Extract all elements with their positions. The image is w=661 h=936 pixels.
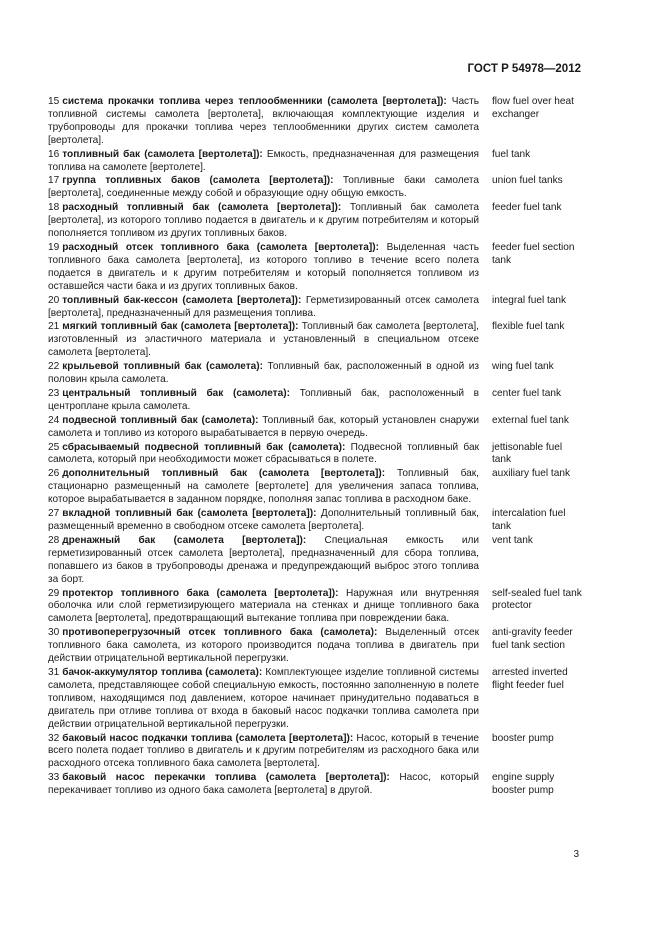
term-text: Насос, который в течение всего полета подает топливо в двигатель и к другим потребителям из расходного бака или расходного отсека топливного бака самолета [вертолета]. — [48, 732, 479, 770]
term-definition-ru — [48, 627, 479, 666]
term-definition-ru — [48, 508, 479, 534]
term-text: Топливный бак самолета [вертолета], из которого топливо подается в двигатель и к другим потребителям и который пополняется топливом из других топливных баков. — [48, 202, 479, 240]
term-english-equivalent: external fuel tank — [492, 414, 569, 426]
term-english-equivalent: feeder fuel section tank — [492, 241, 575, 266]
term-definition-ru — [48, 588, 479, 627]
term-english-equivalent: engine supply booster pump — [492, 772, 555, 797]
term-name: противоперегрузочный отсек топливного бака (самолета): — [62, 627, 378, 639]
term-definition-ru — [48, 202, 479, 241]
term-entry — [48, 733, 584, 772]
term-text: Топливный бак, который установлен снаружи самолета и топливо из которого вырабатывается в первую очередь. — [48, 414, 479, 439]
term-entry — [48, 361, 584, 387]
term-entry — [48, 96, 584, 148]
term-english-equivalent: anti-gravity feeder fuel tank section — [492, 627, 573, 652]
term-english-equivalent: arrested inverted flight feeder fuel — [492, 666, 568, 691]
term-english-equivalent: feeder fuel tank — [492, 202, 562, 214]
term-text: Емкость, предназначенная для размещения топлива на самолете [вертолете]. — [48, 148, 479, 173]
term-number: 22 — [48, 361, 60, 373]
term-definition-ru — [48, 772, 479, 798]
term-entry — [48, 627, 584, 666]
term-number: 26 — [48, 468, 60, 480]
term-name: протектор топливного бака (самолета [вертолета]): — [62, 587, 339, 599]
term-entry — [48, 442, 584, 468]
term-english-equivalent: wing fuel tank — [492, 361, 554, 373]
term-text: Выделенная часть топливного бака самолета [вертолета], из которого топливо в течение всего полета подается в двигатель и к другим потребителям и который пополняется топливом из оставшейся части бака и из других топливных баков. — [48, 241, 479, 292]
term-definition-ru — [48, 96, 479, 148]
term-number: 23 — [48, 387, 60, 399]
term-name: топливный бак (самолета [вертолета]): — [62, 148, 263, 160]
term-definition-ru — [48, 242, 479, 294]
term-name: центральный топливный бак (самолета): — [62, 387, 290, 399]
term-definition-ru — [48, 535, 479, 587]
term-name: расходный отсек топливного бака (самолета [вертолета]): — [62, 241, 379, 253]
term-number: 24 — [48, 414, 60, 426]
term-entry — [48, 175, 584, 201]
term-text: Топливные баки самолета [вертолета], соединенные между собой и образующие одну общую емкость. — [48, 175, 480, 200]
term-definition-ru — [48, 733, 479, 772]
term-name: подвесной топливный бак (самолета): — [62, 414, 259, 426]
term-definition-ru — [48, 321, 479, 360]
term-name: бачок-аккумулятор топлива (самолета): — [62, 666, 263, 678]
term-text: Дополнительный топливный бак, размещенный временно в свободном отсеке самолета [вертолета]. — [48, 508, 479, 532]
term-english-equivalent: fuel tank — [492, 148, 531, 160]
term-name: система прокачки топлива через теплообменники (самолета [вертолета]): — [62, 96, 447, 107]
term-number: 25 — [48, 441, 60, 453]
term-text: Топливный бак самолета [вертолета], изготовленный из эластичного материала и установленный в специальном отсеке самолета [вертолета]. — [48, 321, 479, 359]
term-english-equivalent: intercalation fuel tank — [492, 508, 566, 532]
term-english-equivalent: flow fuel over heat exchanger — [492, 96, 574, 120]
term-number: 33 — [48, 772, 60, 784]
term-text: Специальная емкость или герметизированный отсек самолета [вертолета], предназначенный для сбора топлива, попавшего из баков в трубопроводы дренажа и предупреждающий выброс этого топлива за борт. — [48, 534, 479, 585]
term-name: вкладной топливный бак (самолета [вертолета]): — [62, 508, 317, 520]
page-number: 3 — [573, 849, 579, 860]
term-english-equivalent: auxiliary fuel tank — [492, 468, 570, 480]
term-name: крыльевой топливный бак (самолета): — [62, 361, 263, 373]
term-english-equivalent: flexible fuel tank — [492, 321, 565, 333]
term-entry — [48, 388, 584, 414]
term-number: 20 — [48, 294, 60, 306]
term-entry — [48, 321, 584, 360]
term-name: топливный бак-кессон (самолета [вертолета]): — [62, 294, 302, 306]
term-entry — [48, 772, 584, 798]
term-entry — [48, 667, 584, 732]
term-english-equivalent: center fuel tank — [492, 387, 562, 399]
term-number: 29 — [48, 587, 60, 599]
term-definition-ru — [48, 149, 479, 175]
term-definition-ru — [48, 175, 479, 201]
term-entry — [48, 415, 584, 441]
term-definition-ru — [48, 415, 479, 441]
term-number: 16 — [48, 148, 60, 160]
term-text: Топливный бак, расположенный в одной из половин крыла самолета. — [48, 361, 480, 386]
term-english-equivalent: booster pump — [492, 732, 554, 744]
term-text: Подвесной топливный бак самолета, который при необходимости может сбрасываться в полете. — [48, 441, 479, 466]
term-number: 27 — [48, 508, 60, 520]
term-number: 19 — [48, 241, 60, 253]
term-number: 18 — [48, 202, 60, 214]
term-text: Комплектующее изделие топливной системы самолета, представляющее собой специальную емкость, постоянно заполненную в полете топливом, находящимся под давлением, которое начинает принудительно подаваться в двигатель при отливе топлива от входа в баковый насос подкачки топлива самолета при действии отрицательной вертикальной перегрузки. — [48, 666, 479, 730]
term-english-equivalent: self-sealed fuel tank protector — [492, 587, 582, 612]
term-name: дополнительный топливный бак (самолета [вертолета]): — [62, 468, 386, 480]
term-name: баковый насос подкачки топлива (самолета [вертолета]): — [62, 732, 354, 744]
term-text: Насос, который перекачивает топливо из одного бака самолета [вертолета] в другой. — [48, 772, 479, 797]
term-name: расходный топливный бак (самолета [вертолета]): — [62, 202, 342, 214]
term-number: 32 — [48, 732, 60, 744]
term-entry — [48, 535, 584, 587]
term-entry — [48, 202, 584, 241]
term-english-equivalent: jettisonable fuel tank — [492, 441, 563, 466]
term-english-equivalent: integral fuel tank — [492, 294, 567, 306]
term-text: Герметизированный отсек самолета [вертолета], предназначенный для размещения топлива. — [48, 294, 480, 319]
term-number: 21 — [48, 321, 60, 333]
term-entry — [48, 468, 584, 507]
term-text: Топливный бак, расположенный в центроплане крыла самолета. — [48, 387, 479, 412]
term-name: группа топливных баков (самолета [вертолета]): — [62, 175, 334, 187]
term-number: 31 — [48, 666, 60, 678]
term-text: Часть топливной системы самолета [вертолета], включающая комплектующие изделия и трубопроводы для прокачки топлива через теплообменники других систем самолета [вертолета]. — [48, 96, 479, 146]
term-list — [48, 96, 584, 799]
term-entry — [48, 149, 584, 175]
term-english-equivalent: vent tank — [492, 534, 533, 546]
term-name: сбрасываемый подвесной топливный бак (самолета): — [62, 441, 346, 453]
term-entry — [48, 588, 584, 627]
term-definition-ru — [48, 361, 479, 387]
term-definition-ru — [48, 388, 479, 414]
term-text: Топливный бак, стационарно размещенный на самолете [вертолете] для увеличения запаса топлива, которое вырабатывается в заданном порядке, пополняя запас топлива в расходном баке. — [48, 468, 479, 506]
term-definition-ru — [48, 667, 479, 732]
term-name: мягкий топливный бак (самолета [вертолета]): — [62, 321, 299, 333]
term-number: 17 — [48, 175, 60, 187]
term-number: 15 — [48, 96, 60, 107]
term-text: Наружная или внутренняя оболочка или слой герметизирующего материала на стенках и днище топливного бака самолета [вертолета], предотвращающий вытекание топлива при повреждении бака. — [48, 587, 479, 625]
standard-designation: ГОСТ Р 54978—2012 — [467, 63, 581, 75]
term-number: 30 — [48, 627, 60, 639]
term-entry — [48, 242, 584, 294]
term-name: дренажный бак (самолета [вертолета]): — [62, 534, 307, 546]
term-entry — [48, 508, 584, 534]
term-name: баковый насос перекачки топлива (самолета [вертолета]): — [62, 772, 390, 784]
term-entry — [48, 295, 584, 321]
term-text: Выделенный отсек топливного бака самолета, из которого производится подача топлива в двигатель при действии отрицательной вертикальной перегрузки. — [48, 627, 480, 665]
term-definition-ru — [48, 442, 479, 468]
term-definition-ru — [48, 468, 479, 507]
term-definition-ru — [48, 295, 479, 321]
term-number: 28 — [48, 534, 60, 546]
term-english-equivalent: union fuel tanks — [492, 175, 563, 187]
